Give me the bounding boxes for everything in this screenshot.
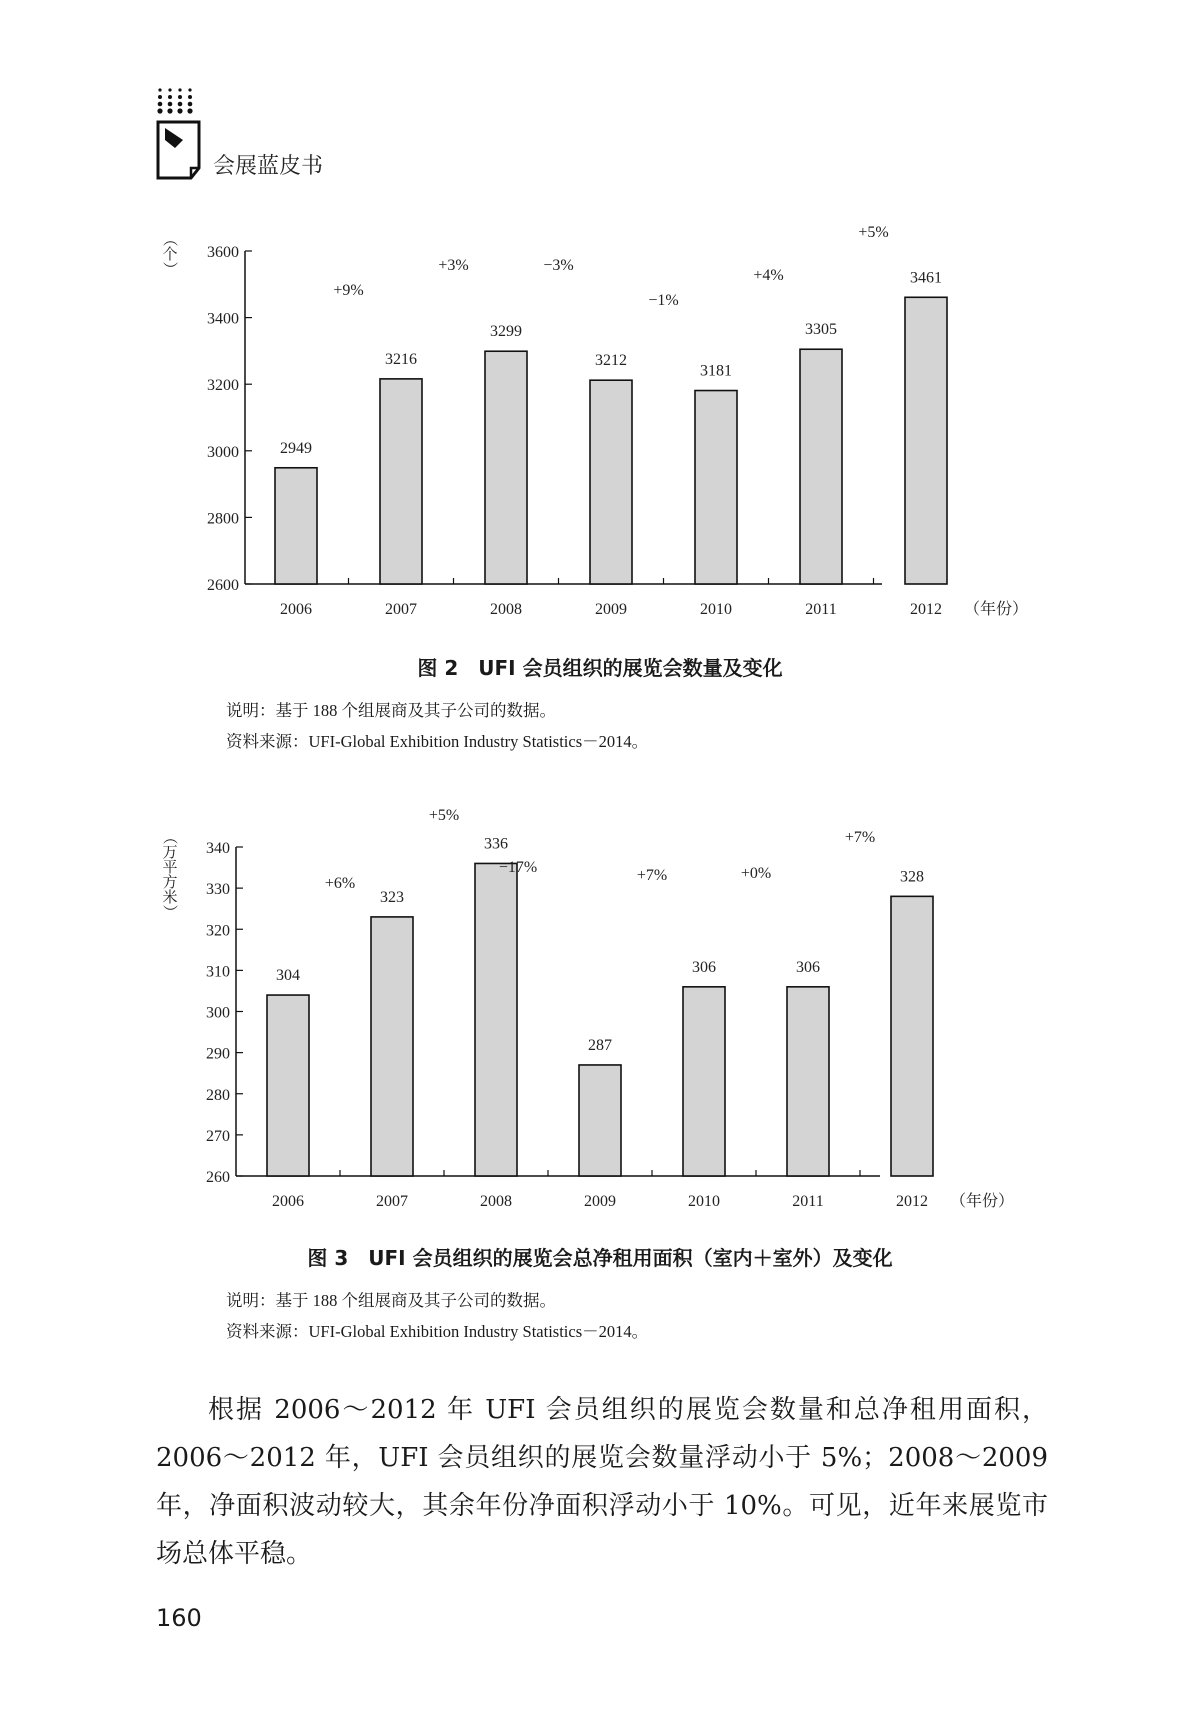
bar xyxy=(475,863,517,1176)
figure-3-chart xyxy=(160,808,1060,1228)
bar-value-label: 3305 xyxy=(805,321,837,339)
figure-2-source-text: 资料来源：UFI-Global Exhibition Industry Statistics－2014。 xyxy=(226,732,649,751)
change-percent-label: +5% xyxy=(428,808,460,824)
x-tick-label: 2011 xyxy=(805,601,837,618)
change-percent-label: −3% xyxy=(543,257,574,274)
y-tick-label: 2600 xyxy=(207,577,239,594)
x-tick-label: 2010 xyxy=(688,1193,720,1210)
bar-value-label: 2949 xyxy=(280,439,312,457)
bar-value-label: 336 xyxy=(484,835,508,853)
change-percent-label: −1% xyxy=(648,292,679,309)
y-tick-label: 3200 xyxy=(207,377,239,395)
page-number: 160 xyxy=(156,1604,202,1632)
book-series-logo-icon xyxy=(155,86,205,186)
change-percent-label: +7% xyxy=(636,867,668,884)
figure-3-caption: 图 3 UFI 会员组织的展览会总净租用面积（室内＋室外）及变化 xyxy=(307,1246,893,1270)
x-tick-label: 2010 xyxy=(700,601,732,618)
x-tick-label: 2009 xyxy=(584,1193,616,1210)
y-axis-label-char: ） xyxy=(161,261,177,277)
y-tick-label: 340 xyxy=(206,840,230,857)
bar-value-label: 3299 xyxy=(490,323,522,341)
y-tick-label: 3600 xyxy=(207,244,239,261)
figure-2-note xyxy=(226,695,648,757)
bar-value-label: 304 xyxy=(276,967,300,985)
y-tick-label: 260 xyxy=(206,1169,230,1186)
y-tick-label: 330 xyxy=(206,881,230,899)
bar xyxy=(371,917,413,1176)
figure-3-note-text: 说明：基于 188 个组展商及其子公司的数据。 xyxy=(226,1291,556,1310)
x-axis-label: （年份） xyxy=(964,601,1029,618)
change-percent-label: +4% xyxy=(753,267,784,284)
y-tick-label: 270 xyxy=(206,1127,230,1145)
y-tick-label: 310 xyxy=(206,963,230,981)
change-percent-label: +5% xyxy=(858,224,889,241)
figure-2-chart xyxy=(160,222,1060,632)
bar-value-label: 287 xyxy=(588,1036,612,1054)
x-tick-label: 2007 xyxy=(385,601,417,618)
figure-3-bar-chart xyxy=(160,808,1060,1228)
bar xyxy=(485,351,527,584)
bar xyxy=(695,391,737,584)
figure-2-caption: 图 2 UFI 会员组织的展览会数量及变化 xyxy=(417,656,783,680)
y-tick-label: 280 xyxy=(206,1086,230,1104)
x-tick-label: 2012 xyxy=(896,1193,928,1210)
figure-2-bar-chart xyxy=(160,222,1060,632)
y-axis-label-char: ） xyxy=(161,904,177,920)
change-percent-label: +3% xyxy=(438,257,469,274)
y-axis-label-char: 个 xyxy=(162,247,178,263)
bar-value-label: 306 xyxy=(692,958,716,976)
x-tick-label: 2007 xyxy=(376,1193,408,1210)
bar-value-label: 323 xyxy=(380,888,404,906)
x-tick-label: 2011 xyxy=(792,1193,824,1210)
y-tick-label: 290 xyxy=(206,1045,230,1063)
body-paragraph: 根据 2006～2012 年 UFI 会员组织的展览会数量和总净租用面积，2006～2012 年，UFI 会员组织的展览会数量浮动小于 5%；2008～2009 年，净面积波动较大，其余年份净面积浮动小于 10%。可见，近年来展览市场总体平稳。 xyxy=(156,1395,1048,1569)
bar-value-label: 306 xyxy=(796,958,820,976)
bar xyxy=(590,380,632,584)
body-text xyxy=(156,1386,1048,1578)
book-series-title: 会展蓝皮书 xyxy=(213,154,324,179)
y-tick-label: 2800 xyxy=(207,510,239,528)
bar-value-label: 328 xyxy=(900,868,924,886)
bar xyxy=(275,468,317,584)
bar-value-label: 3216 xyxy=(385,350,417,368)
bar xyxy=(683,987,725,1176)
y-tick-label: 3000 xyxy=(207,443,239,461)
bar-value-label: 3181 xyxy=(700,362,732,380)
x-tick-label: 2006 xyxy=(280,601,312,618)
y-axis-label-char: 平 xyxy=(162,860,178,876)
figure-2-note-text: 说明：基于 188 个组展商及其子公司的数据。 xyxy=(226,701,556,720)
change-percent-label: +0% xyxy=(740,865,772,882)
y-tick-label: 3400 xyxy=(207,310,239,328)
bar-value-label: 3212 xyxy=(595,352,627,370)
x-tick-label: 2009 xyxy=(595,601,627,618)
bar xyxy=(787,987,829,1176)
change-percent-label: +9% xyxy=(333,282,364,299)
x-tick-label: 2012 xyxy=(910,601,942,618)
y-axis-label-char: （ xyxy=(161,231,177,247)
y-tick-label: 320 xyxy=(206,922,230,940)
bar-value-label: 3461 xyxy=(910,269,942,287)
change-percent-label: −17% xyxy=(498,859,538,876)
x-axis-label: （年份） xyxy=(950,1193,1015,1210)
change-percent-label: +7% xyxy=(844,829,876,846)
y-axis-label-char: 万 xyxy=(162,845,178,861)
y-axis-label-char: （ xyxy=(161,829,177,845)
bar xyxy=(905,297,947,584)
x-tick-label: 2008 xyxy=(480,1193,512,1210)
x-tick-label: 2006 xyxy=(272,1193,304,1210)
bar xyxy=(380,379,422,584)
y-axis-label-char: 方 xyxy=(162,875,178,891)
figure-3-source-text: 资料来源：UFI-Global Exhibition Industry Statistics－2014。 xyxy=(226,1322,649,1341)
figure-3-note xyxy=(226,1285,648,1347)
bar xyxy=(800,349,842,584)
bar xyxy=(891,896,933,1176)
y-tick-label: 300 xyxy=(206,1004,230,1022)
bar xyxy=(267,995,309,1176)
y-axis-label-char: 米 xyxy=(162,890,178,906)
x-tick-label: 2008 xyxy=(490,601,522,618)
change-percent-label: +6% xyxy=(324,875,356,892)
bar xyxy=(579,1065,621,1176)
